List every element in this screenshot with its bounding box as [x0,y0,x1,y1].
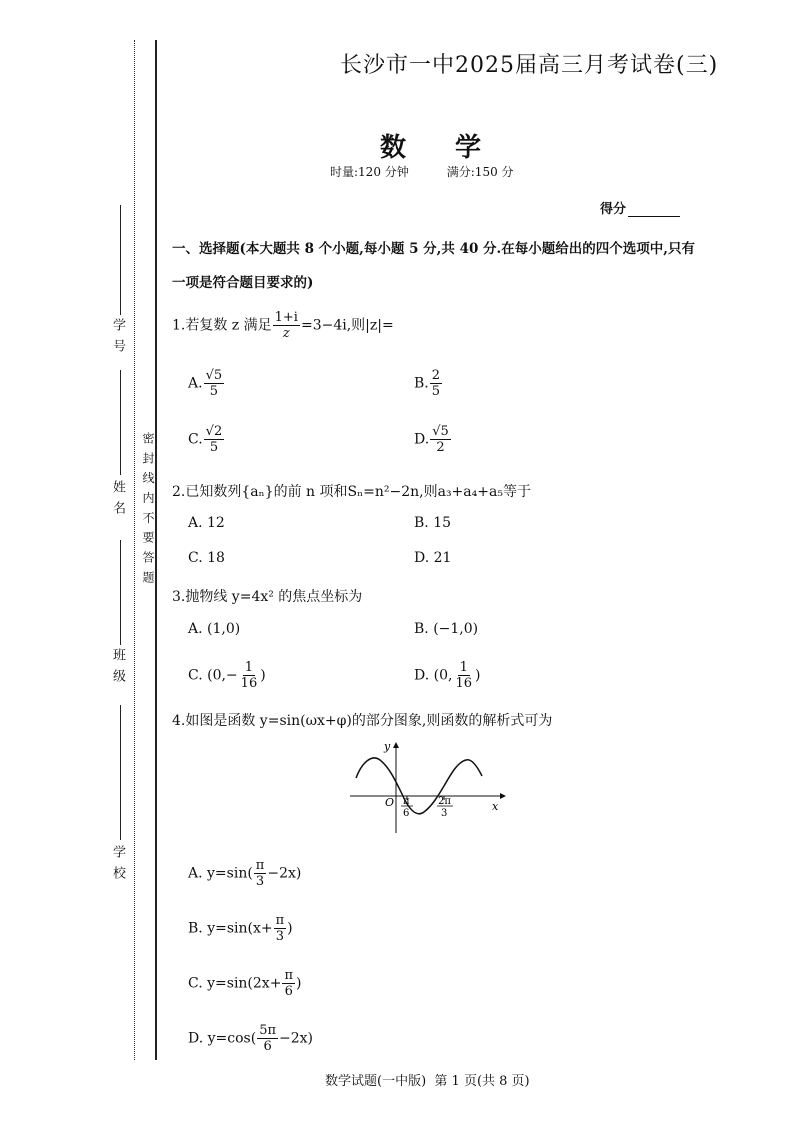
binding-number-field[interactable] [120,205,121,315]
q1-d-den: 2 [436,440,445,455]
q1-b-frac [430,368,442,399]
q1-c-frac [204,424,225,455]
binding-class-field[interactable] [120,540,121,645]
q4-c-den: 6 [284,984,293,999]
q1-option-a[interactable] [188,368,225,399]
graph-curve [356,758,482,814]
q3-option-c[interactable] [188,660,266,691]
q1-b-den: 5 [431,384,441,399]
binding-label-number: 学 号 [110,318,125,355]
q1-a-den: 5 [209,384,218,399]
binding-label-name: 姓 名 [110,480,125,517]
q3-c-pre: C. (0,− [188,667,238,684]
graph-origin-label: O [385,796,395,809]
q2-option-d[interactable]: D. 21 [414,550,452,566]
q3-c-post: ) [260,667,266,684]
q1-fraction [273,310,300,341]
exam-info [330,163,552,180]
q1-option-c[interactable] [188,424,225,455]
q4-c-frac [282,968,295,999]
binding-label-school: 学 校 [110,845,125,882]
q2-option-a[interactable]: A. 12 [188,515,225,531]
time-limit: 时量:120 分钟 [330,165,409,179]
question-1-stem [172,310,394,341]
q1-text-b: =3−4i,则|z|= [300,317,394,334]
q4-a-frac [254,858,267,889]
q1-d-label: D. [414,431,430,448]
q4-d-num: 5π [259,1023,277,1038]
q3-c-num: 1 [244,660,254,675]
q1-option-b[interactable] [414,368,443,399]
subject-title: 数 学 [380,133,502,163]
binding-name-field[interactable] [120,370,121,475]
graph-tick1-num: π [403,796,410,807]
page-footer: 数学试题(一中版) 第 1 页(共 8 页) [325,1074,530,1089]
binding-school-field[interactable] [120,705,121,840]
q4-a-den: 3 [255,874,265,889]
q1-a-label: A. [188,375,203,392]
q3-d-frac [453,660,474,691]
graph-tick2-den: 3 [441,808,448,819]
score-blank[interactable] [628,204,680,217]
q2-option-b[interactable]: B. 15 [414,515,452,531]
q4-c-num: π [284,968,293,983]
question-3-stem: 3.抛物线 y=4x² 的焦点坐标为 [172,589,363,605]
graph-tick1-den: 6 [403,808,410,819]
q4-d-frac [257,1023,278,1054]
q1-text-a: 1.若复数 z 满足 [172,317,272,334]
score-label: 得分 [600,202,627,217]
q2-option-c[interactable]: C. 18 [188,550,225,566]
q1-option-d[interactable] [414,424,452,455]
q1-d-num: √5 [432,424,449,439]
q1-a-num: √5 [205,368,223,383]
q3-c-den: 16 [240,676,258,691]
q1-b-label: B. [414,375,429,392]
graph-tick2-num: 2π [438,796,451,807]
q3-d-post: ) [475,667,481,684]
q1-c-num: √2 [205,424,223,439]
seal-notice: 密 封 线 内 不 要 答 题 [141,432,155,585]
q4-d-post: −2x) [279,1030,314,1047]
q1-c-label: C. [188,431,203,448]
q3-option-d[interactable] [414,660,480,691]
q3-option-b[interactable]: B. (−1,0) [414,621,479,637]
graph-x-arrow [500,793,506,799]
q4-b-frac [274,913,287,944]
q3-c-frac [239,660,260,691]
q1-frac-num: 1+i [274,310,298,325]
score-field[interactable] [600,198,680,217]
exam-title: 长沙市一中2025届高三月考试卷(三) [340,53,719,78]
q4-sine-graph [340,738,510,838]
q4-option-b[interactable] [188,913,293,944]
q4-a-num: π [255,858,265,873]
q4-c-post: ) [295,975,302,992]
q1-frac-den: z [282,326,290,341]
q4-b-num: π [275,913,285,928]
graph-y-label: y [384,740,391,753]
binding-label-class: 班 级 [110,648,125,685]
q1-a-frac [204,368,225,399]
q4-d-den: 6 [263,1039,272,1054]
q4-d-pre: D. y=cos( [188,1030,257,1047]
question-2-stem: 2.已知数列{aₙ}的前 n 项和Sₙ=n²−2n,则a₃+a₄+a₅等于 [172,484,531,500]
q4-b-post: ) [287,920,293,937]
full-score: 满分:150 分 [446,165,514,179]
graph-x-label: x [492,800,499,813]
q4-b-pre: B. y=sin(x+ [188,920,273,937]
q4-option-d[interactable] [188,1023,313,1054]
section-heading: 一、选择题(本大题共 8 个小题,每小题 5 分,共 40 分.在每小题给出的四个选项中,只有一项是符合题目要求的) [172,241,695,291]
q3-option-a[interactable]: A. (1,0) [188,621,241,637]
q3-d-pre: D. (0, [414,667,453,684]
graph-y-arrow [393,742,399,748]
question-4-stem: 4.如图是函数 y=sin(ωx+φ)的部分图象,则函数的解析式可为 [172,713,553,729]
q4-a-pre: A. y=sin( [188,865,253,882]
q4-option-a[interactable] [188,858,301,889]
q4-b-den: 3 [275,929,285,944]
q3-d-den: 16 [455,676,472,691]
q4-option-c[interactable] [188,968,301,999]
binding-dotted-line [134,40,135,1060]
q1-c-den: 5 [209,440,219,455]
q4-a-post: −2x) [267,865,302,882]
q1-b-num: 2 [431,368,441,383]
q4-c-pre: C. y=sin(2x+ [188,975,282,992]
q3-d-num: 1 [459,660,468,675]
q1-d-frac [430,424,451,455]
